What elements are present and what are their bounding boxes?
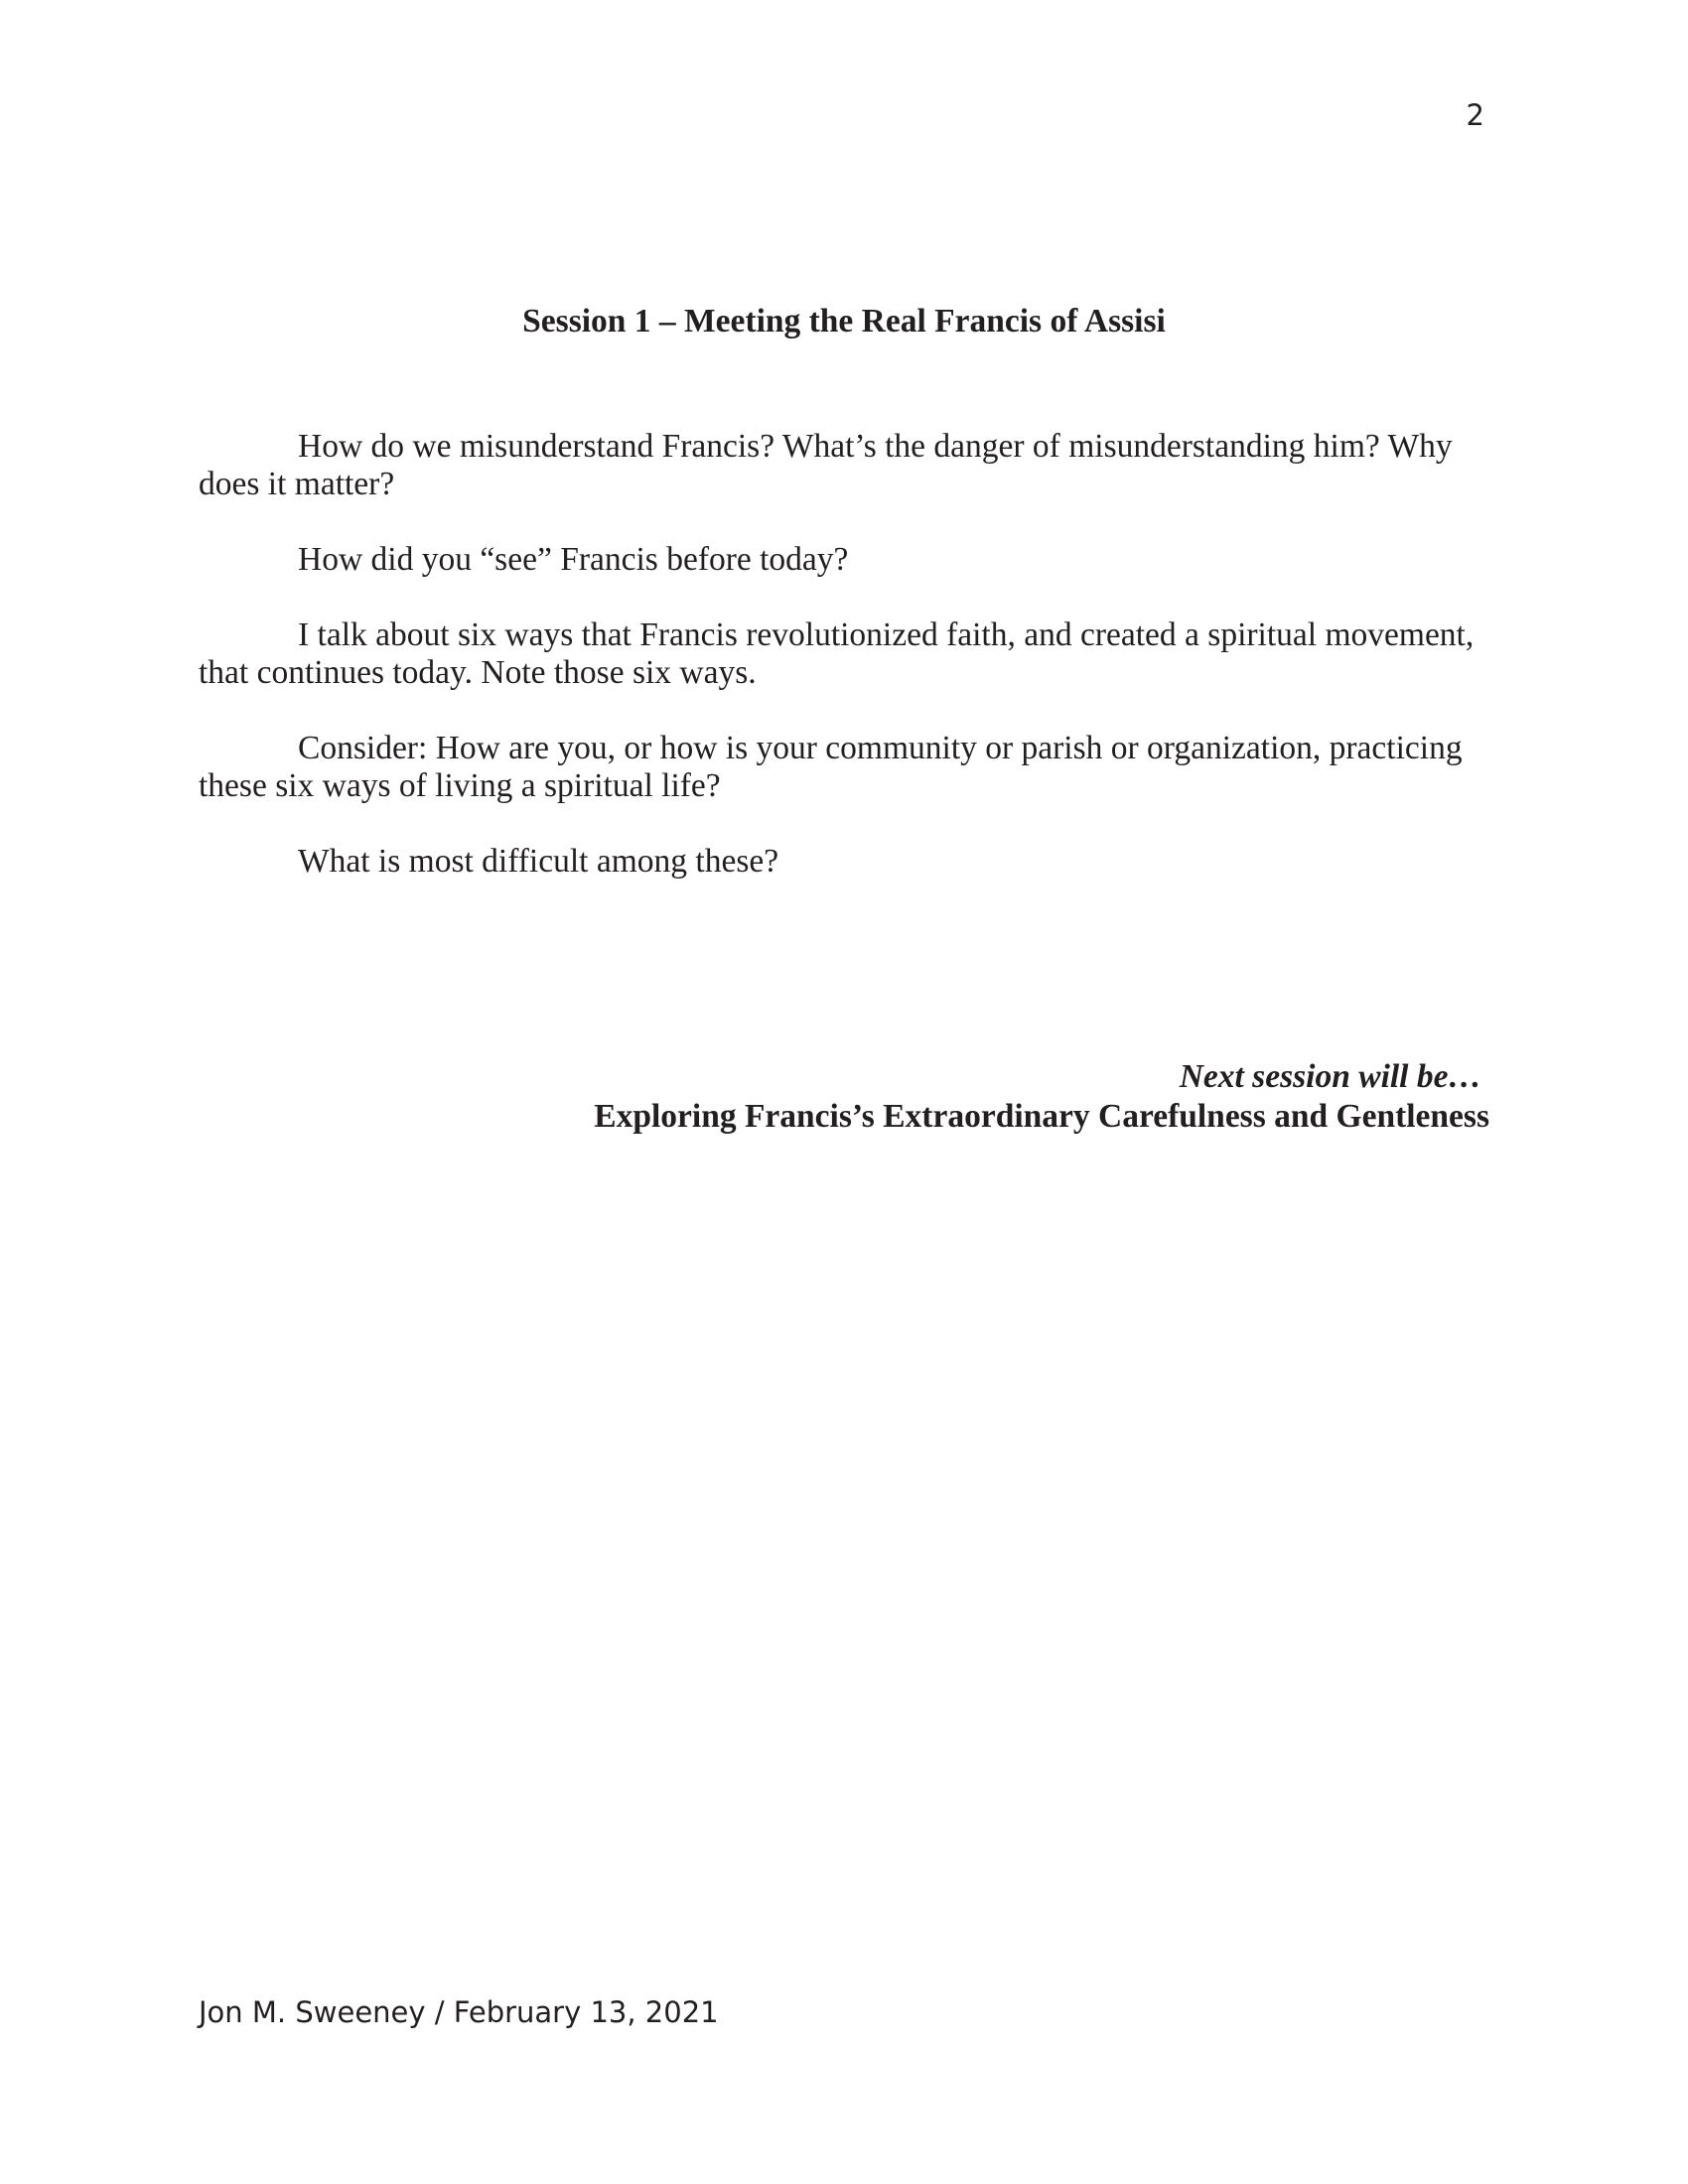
footer-author-date: Jon M. Sweeney / February 13, 2021 <box>199 1995 719 2029</box>
next-session-title: Exploring Francis’s Extraordinary Carefulness and Gentleness <box>594 1098 1489 1135</box>
question-paragraph: How did you “see” Francis before today? <box>298 541 849 578</box>
next-session-block <box>199 1057 1489 1137</box>
document-body <box>199 298 1489 918</box>
question-paragraph: I talk about six ways that Francis revolutionized faith, and created a spiritual movement, that continues today. Note those six ways. <box>199 616 1475 691</box>
next-session-intro: Next session will be… <box>1179 1058 1481 1095</box>
question-paragraph: How do we misunderstand Francis? What’s the danger of misunderstanding him? Why does it matter? <box>199 428 1453 502</box>
question-paragraph: Consider: How are you, or how is your community or parish or organization, practicing these six ways of living a spiritual life? <box>199 730 1463 804</box>
page-number: 2 <box>1466 98 1484 132</box>
session-title: Session 1 – Meeting the Real Francis of Assisi <box>522 303 1166 340</box>
question-paragraph: What is most difficult among these? <box>298 843 779 880</box>
